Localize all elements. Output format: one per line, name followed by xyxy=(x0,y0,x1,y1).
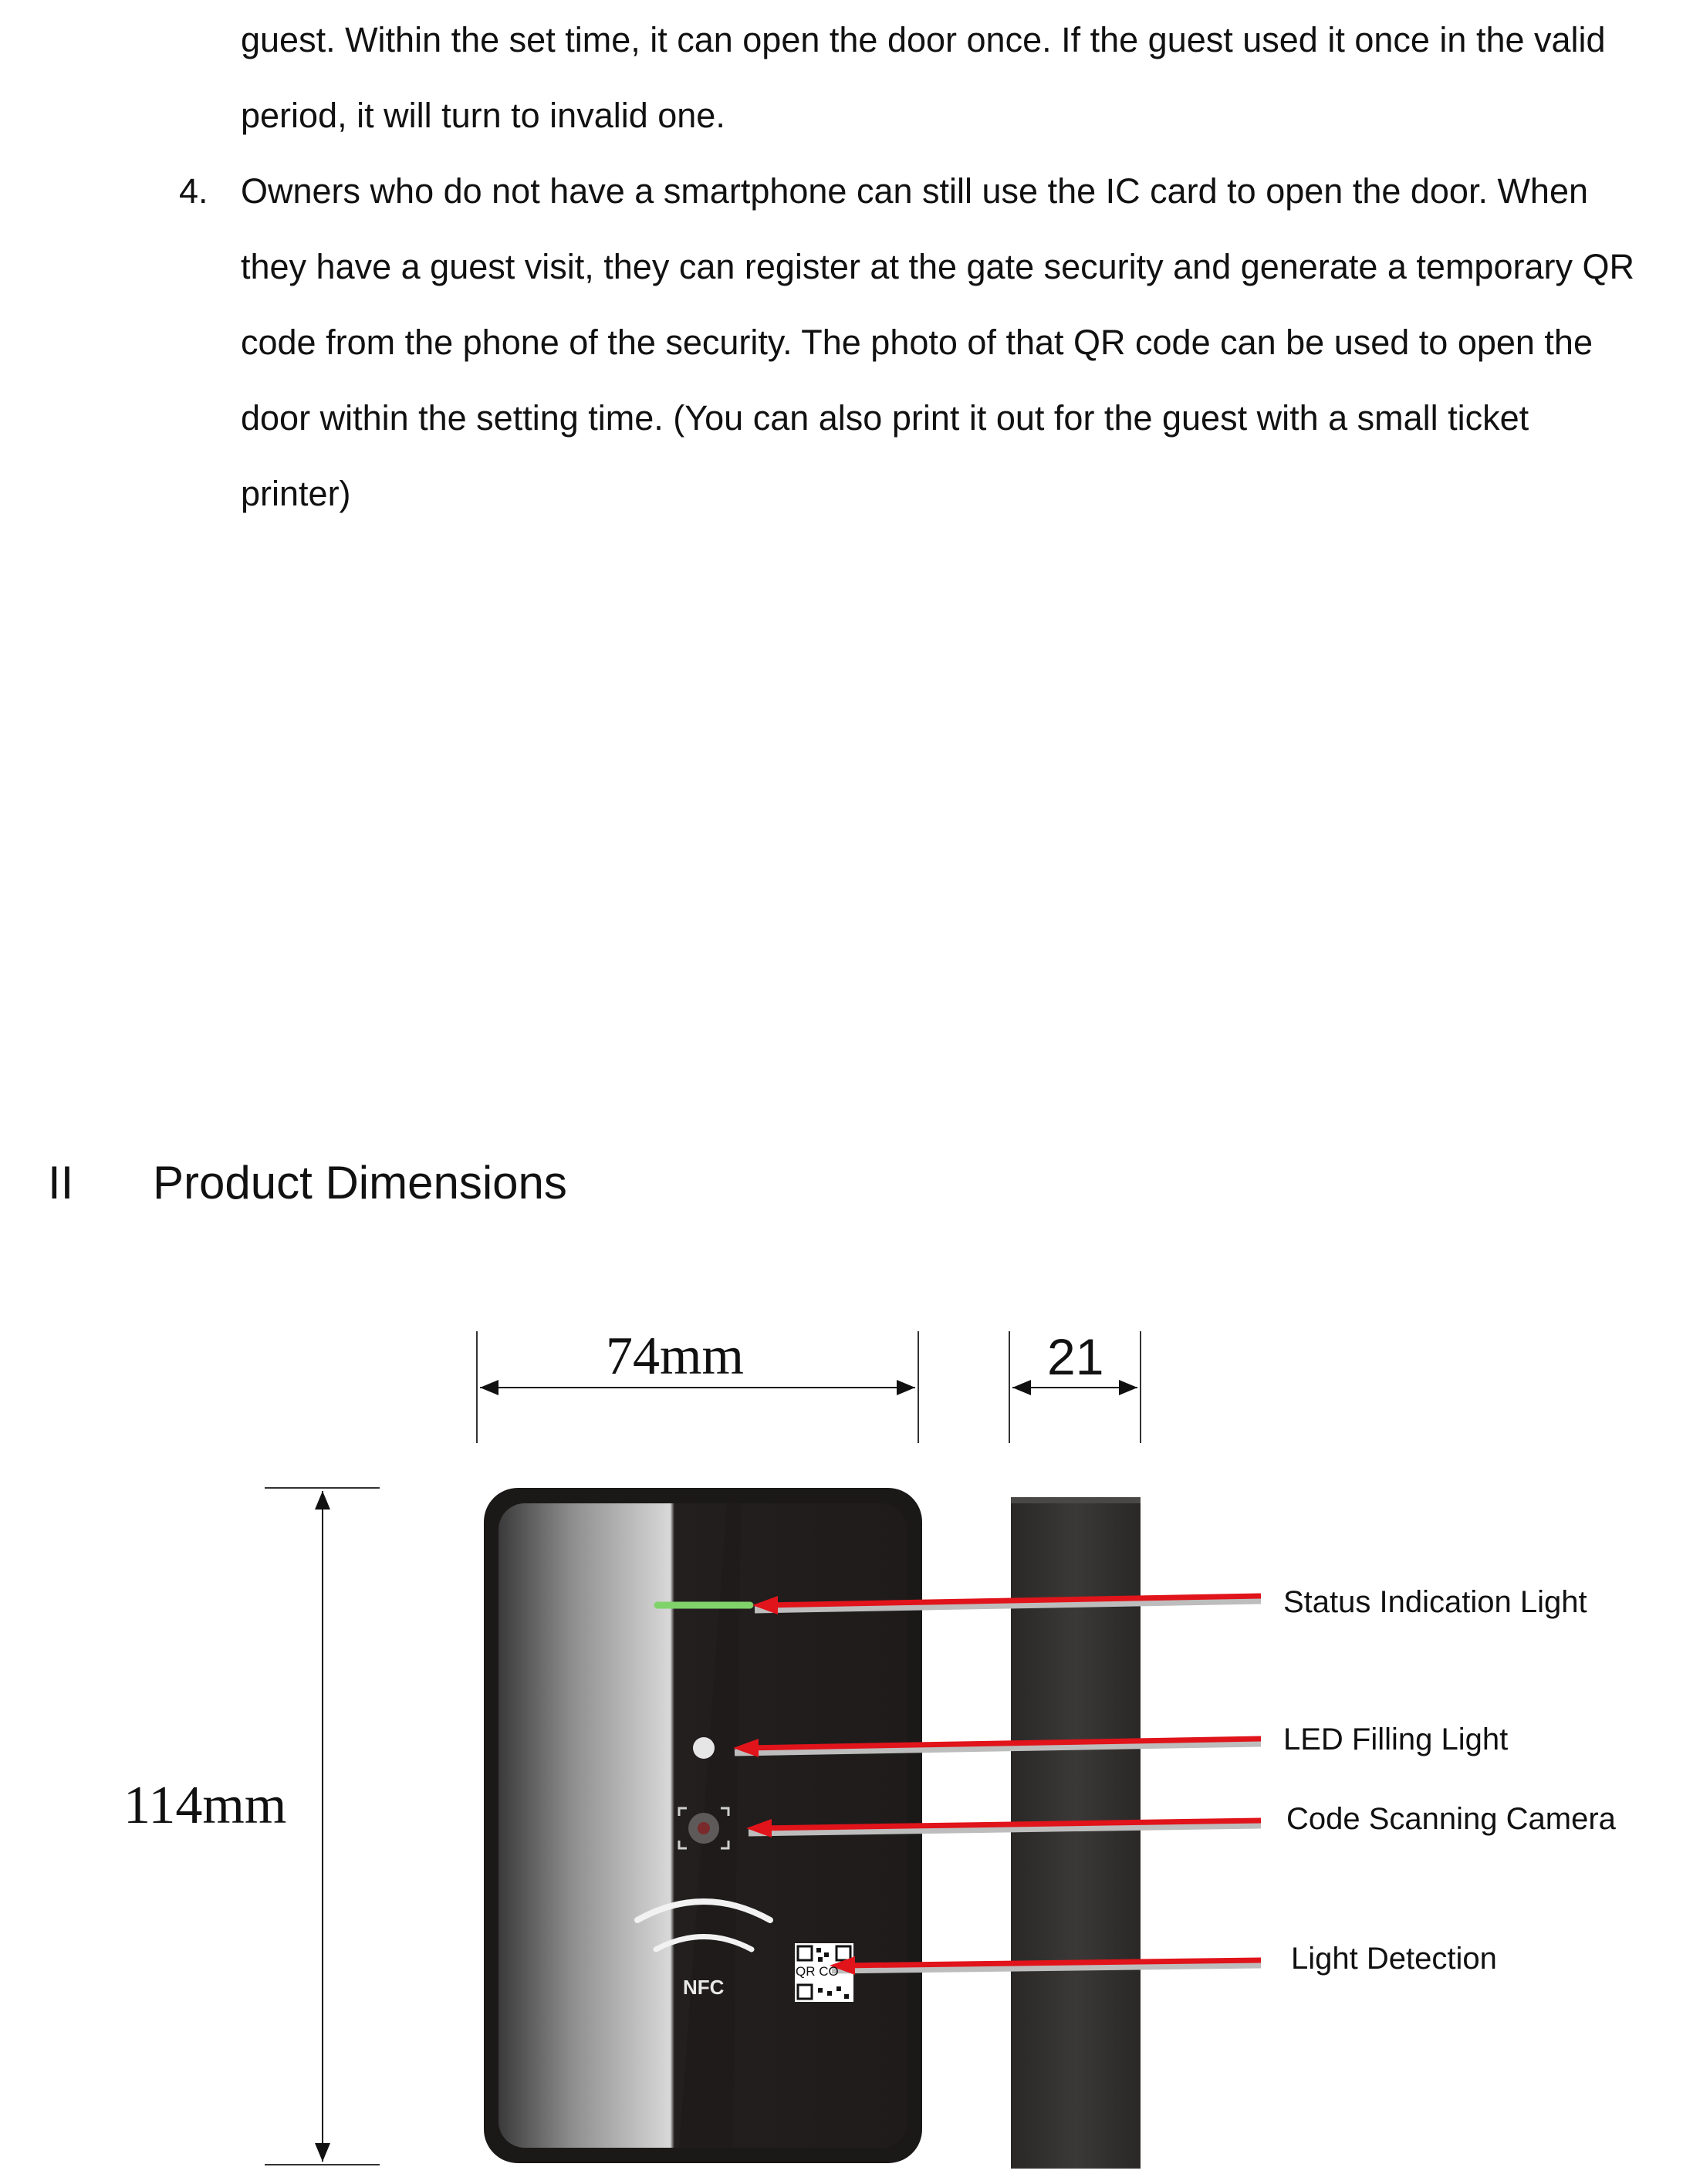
paragraph-line: guest. Within the set time, it can open the door once. If the guest used it once in the valid xyxy=(241,20,1606,59)
callout-light-detection: Light Detection xyxy=(1291,1942,1497,1976)
list-item-line: code from the phone of the security. The photo of that QR code can be used to open the xyxy=(241,323,1593,362)
callout-led-filling-light: LED Filling Light xyxy=(1283,1723,1509,1756)
paragraph-line: period, it will turn to invalid one. xyxy=(241,96,725,135)
led-fill-light xyxy=(693,1737,715,1759)
callout-code-scanning-camera: Code Scanning Camera xyxy=(1286,1802,1616,1836)
nfc-label: NFC xyxy=(683,1976,725,1999)
callout-status-indication-light: Status Indication Light xyxy=(1283,1585,1587,1619)
width-dimension-label: 74mm xyxy=(606,1327,744,1386)
list-item-line: Owners who do not have a smartphone can still use the IC card to open the door. When xyxy=(241,171,1589,211)
list-item-line: door within the setting time. (You can also print it out for the guest with a small ticket xyxy=(241,398,1529,438)
list-item-line: printer) xyxy=(241,474,351,513)
depth-dimension-label: 21 xyxy=(1047,1328,1104,1385)
section-title: Product Dimensions xyxy=(153,1157,567,1209)
section-number: II xyxy=(48,1157,74,1209)
list-number: 4. xyxy=(179,171,208,211)
qr-label: QR CO xyxy=(796,1964,839,1979)
height-dimension-label: 114mm xyxy=(123,1776,287,1835)
list-item-line: they have a guest visit, they can register at the gate security and generate a temporary QR xyxy=(241,247,1634,286)
